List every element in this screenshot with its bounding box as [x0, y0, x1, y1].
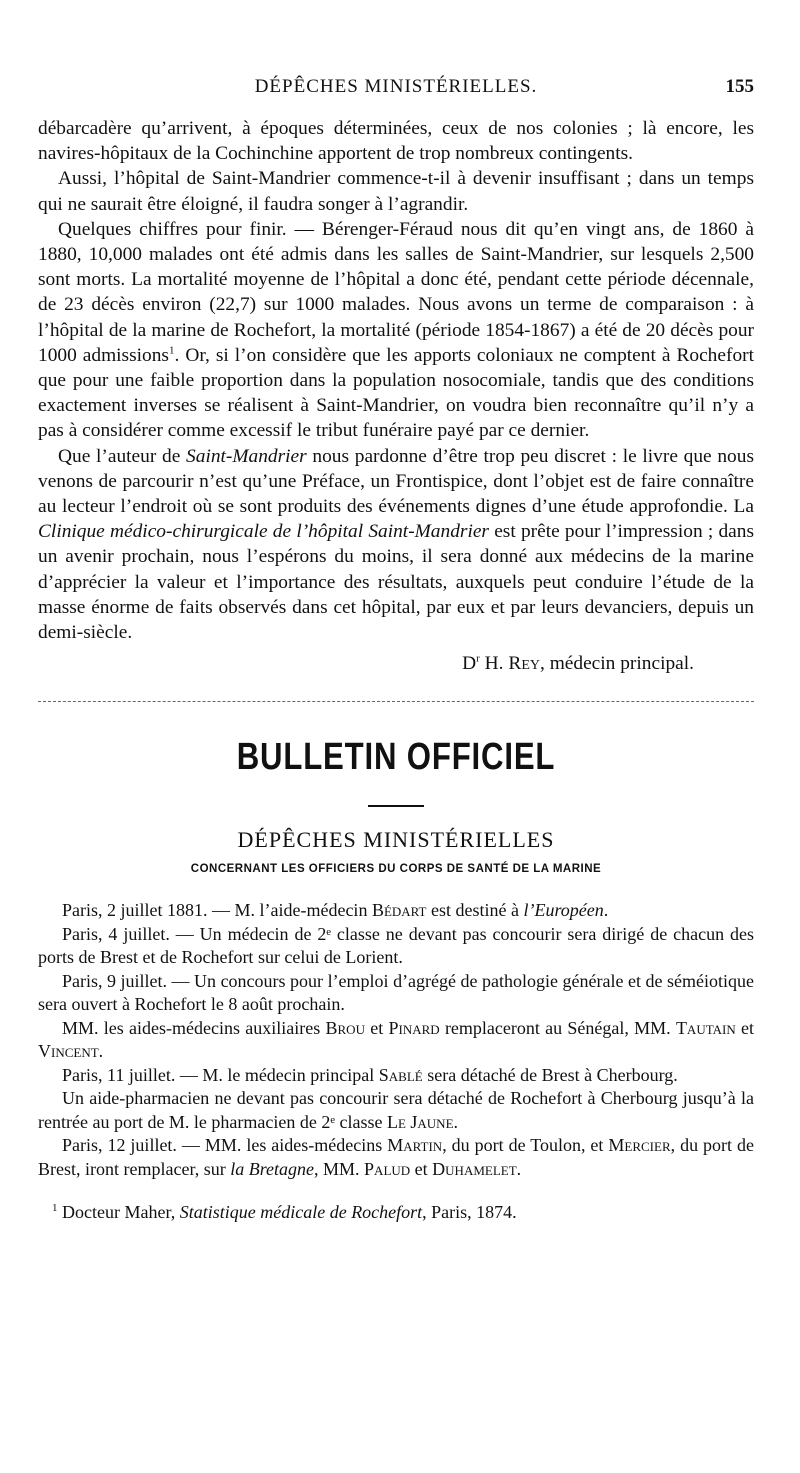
text-span: . — [98, 1041, 104, 1062]
text-span: . — [453, 1111, 459, 1132]
text-span: et — [410, 1158, 433, 1179]
paragraph: Aussi, l’hôpital de Saint-Mandrier commence-t-il à devenir insuffisant ; dans un temps qui ne saurait être éloigné, il faudra songer à l’agrandir. — [38, 168, 754, 215]
title-rule — [368, 805, 424, 807]
footnote-marker: 1 — [52, 1202, 58, 1215]
running-head — [38, 76, 754, 116]
paragraph — [38, 444, 754, 646]
text-span: . — [603, 900, 609, 921]
text-span: Paris, 2 juillet 1881. — M. l’aide-médecin — [62, 900, 372, 921]
text-span: , Paris, 1874. — [422, 1202, 517, 1223]
signature-initial: H. — [484, 653, 504, 675]
person-name: Mercier — [608, 1135, 671, 1156]
section-title: DÉPÊCHES MINISTÉRIELLES — [237, 827, 555, 853]
text-span: est destiné à — [426, 900, 524, 921]
page — [38, 0, 754, 1224]
dispatch-entry — [38, 1017, 754, 1064]
text-span: , MM. — [314, 1158, 365, 1179]
signature-role: , médecin principal. — [540, 653, 694, 675]
person-name: Pinard — [388, 1017, 440, 1038]
text-span: Un aide-pharmacien ne devant pas concourir sera détaché de Rochefort à Cherbourg jusqu’à la rentrée au port de M. le pharmacien de 2ᵉ classe — [38, 1088, 754, 1132]
article-body — [38, 116, 754, 645]
text-span: et — [735, 1017, 754, 1038]
person-name: Sablé — [378, 1064, 423, 1085]
person-name: Palud — [364, 1158, 411, 1179]
text-span: Paris, 11 juillet. — M. le médecin principal — [62, 1064, 379, 1085]
running-title: DÉPÊCHES MINISTÉRIELLES. — [254, 76, 538, 97]
person-name: Duhamelet — [432, 1158, 517, 1179]
dispatch-list — [38, 899, 754, 1181]
paragraph: débarcadère qu’arrivent, à époques déterminées, ceux de nos colonies ; là encore, les navires-hôpitaux de la Cochinchine apportent de trop nombreux contingents. — [38, 118, 754, 165]
signature — [38, 651, 754, 677]
signature-prefix: D — [462, 653, 477, 675]
dispatch-entry: Paris, 9 juillet. — Un concours pour l’emploi d’agrégé de pathologie générale et de séméiotique sera ouvert à Rochefort le 8 août prochain. — [38, 970, 754, 1015]
text-span: remplaceront au Sénégal, MM. — [439, 1017, 676, 1038]
dispatch-entry — [38, 1064, 754, 1088]
dispatch-entry — [38, 899, 754, 923]
person-name: Martin — [387, 1135, 443, 1156]
signature-sup: r — [476, 652, 480, 665]
text-span: nous pardonne d’être trop peu discret : le livre que nous venons de parcourir n’est qu’une Préface, un Frontispice, dont l’objet est de faire connaître au lecteur l’endroit où se sont produits des événements dignes d’une étude approfondie. La — [38, 445, 754, 518]
ship-name: la Bretagne — [230, 1158, 315, 1179]
text-span: Que l’auteur de — [58, 445, 187, 467]
person-name: Le Jaune — [386, 1111, 454, 1132]
text-span: Docteur Maher, — [57, 1202, 180, 1223]
text-span: , du port de Brest, iront remplacer, sur — [38, 1135, 755, 1179]
text-span: Paris, 12 juillet. — MM. les aides-médecins — [62, 1135, 388, 1156]
bulletin-title: BULLETIN OFFICIEL — [236, 736, 556, 779]
person-name: Bédart — [371, 900, 427, 921]
person-name: Tautain — [675, 1017, 736, 1038]
person-name: Vincent — [38, 1041, 99, 1062]
text-span: MM. les aides-médecins auxiliaires — [62, 1017, 326, 1038]
book-title: Clinique médico-chirurgicale de l’hôpital Saint-Mandrier — [38, 521, 489, 543]
dispatch-entry: Paris, 4 juillet. — Un médecin de 2ᵉ classe ne devant pas concourir sera dirigé de chacun des ports de Brest et de Rochefort sur celui de Lorient. — [38, 923, 754, 968]
person-name: Brou — [325, 1017, 365, 1038]
text-span: , du port de Toulon, et — [442, 1135, 609, 1156]
footnote-ref: 1 — [168, 344, 175, 357]
book-title: Saint-Mandrier — [186, 445, 307, 467]
paragraph — [38, 217, 754, 444]
footnote — [38, 1201, 754, 1224]
text-span: et — [364, 1017, 389, 1038]
section-divider — [38, 701, 754, 702]
cited-title: Statistique médicale de Rochefort — [179, 1202, 423, 1223]
signature-name: Rey — [508, 653, 540, 675]
dispatch-entry — [38, 1134, 754, 1181]
text-span: . — [516, 1158, 522, 1179]
text-span: Quelques chiffres pour finir. — Bérenger-Féraud nous dit qu’en vingt ans, de 1860 à 1880, 10,000 malades ont été admis dans les salles de Saint-Mandrier, sur lesquels 2,500 sont morts. La mortalité moyenne de l’hôpital a donc été, pendant cette période décennale, de 23 décès environ (22,7) sur 1000 malades. Nous avons un terme de comparaison : à l’hôpital de la marine de Rochefort, la mortalité (période 1854-1867) a été de 20 décès pour 1000 admissions — [38, 218, 754, 366]
text-span: . Or, si l’on considère que les apports coloniaux ne comptent à Rochefort que pour une faible proportion dans la population nosocomiale, tandis que des conditions exactement inverses se réalisent à Saint-Mandrier, on voudra bien reconnaître qu’il n’y a pas à considérer comme excessif le tribut funéraire payé par ce dernier. — [38, 344, 754, 442]
section-subtitle: CONCERNANT LES OFFICIERS DU CORPS DE SANTÉ DE LA MARINE — [190, 863, 602, 876]
dispatch-entry — [38, 1087, 754, 1134]
text-span: est prête pour l’impression ; dans un avenir prochain, nous l’espérons du moins, il sera donné aux médecins de la marine d’apprécier la valeur et l’importance des résultats, auxquels peut conduire l’étude de la masse énorme de faits observés dans cet hôpital, par eux et par leurs devanciers, depuis un demi-siècle. — [38, 521, 755, 644]
ship-name: l’Européen — [523, 900, 604, 921]
text-span: sera détaché de Brest à Cherbourg. — [422, 1064, 678, 1085]
page-number: 155 — [725, 76, 754, 97]
